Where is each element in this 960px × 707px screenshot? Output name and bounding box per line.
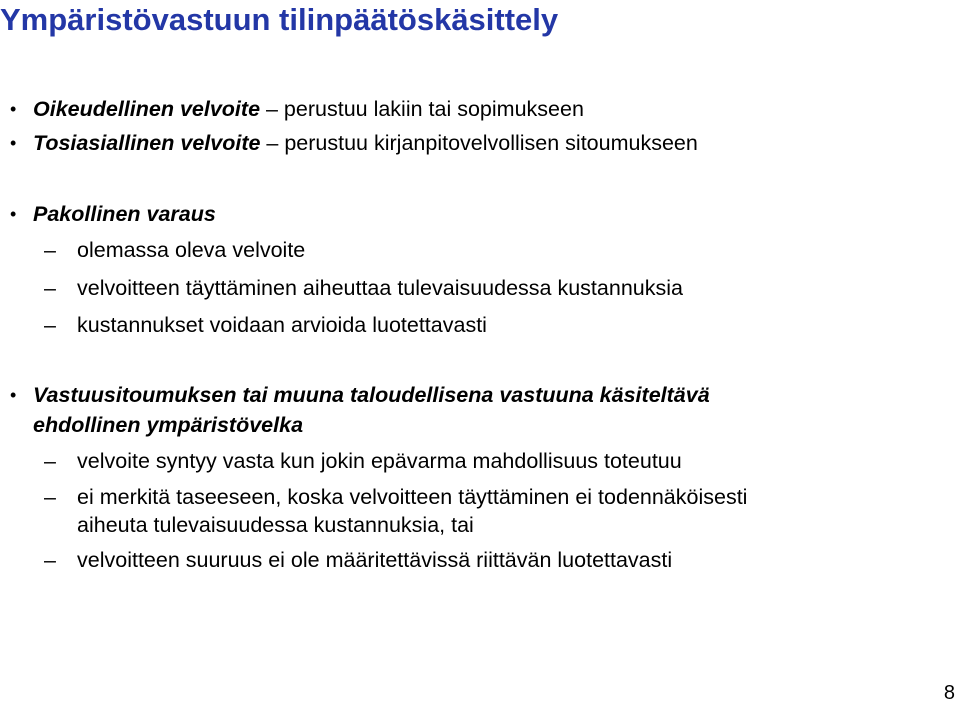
sub-item (44, 313, 487, 337)
sub-item-text: velvoitteen täyttäminen aiheuttaa tulevaisuudessa kustannuksia (77, 276, 683, 300)
dash-icon: – (44, 313, 56, 337)
sub-item (44, 485, 747, 509)
dash-icon: – (44, 449, 56, 473)
bullet-icon: • (10, 204, 17, 224)
bullet-constructive-obligation (10, 131, 698, 155)
bullet-term: Pakollinen varaus (33, 202, 216, 226)
sub-item (44, 276, 683, 300)
bullet-contingent-liability (10, 383, 710, 407)
sub-item-text: ei merkitä taseeseen, koska velvoitteen täyttäminen ei todennäköisesti (77, 485, 748, 509)
sub-item (44, 449, 682, 473)
dash-icon: – (44, 276, 56, 300)
bullet-term-continuation: ehdollinen ympäristövelka (33, 413, 304, 437)
bullet-icon: • (10, 99, 17, 119)
bullet-icon: • (10, 385, 17, 405)
bullet-icon: • (10, 133, 17, 153)
sub-item-text: kustannukset voidaan arvioida luotettavasti (77, 313, 487, 337)
sub-item (44, 548, 672, 572)
bullet-mandatory-provision (10, 202, 216, 226)
sub-item-continuation: aiheuta tulevaisuudessa kustannuksia, tai (77, 513, 474, 537)
dash-icon: – (44, 485, 56, 509)
bullet-continuation (33, 413, 303, 437)
sub-item-text: velvoite syntyy vasta kun jokin epävarma mahdollisuus toteutuu (77, 449, 682, 473)
bullet-legal-obligation (10, 97, 584, 121)
dash-icon: – (44, 238, 56, 262)
sub-item (44, 238, 305, 262)
bullet-term: Oikeudellinen velvoite (33, 97, 261, 121)
page-number: 8 (943, 682, 955, 704)
bullet-term: Vastuusitoumuksen tai muuna taloudellisena vastuuna käsiteltävä (33, 383, 710, 407)
dash-icon: – (44, 548, 56, 572)
bullet-text: – perustuu kirjanpitovelvollisen sitoumukseen (260, 131, 698, 155)
bullet-term: Tosiasiallinen velvoite (33, 131, 261, 155)
sub-item-text: velvoitteen suuruus ei ole määritettävissä riittävän luotettavasti (77, 548, 673, 572)
slide-title: Ympäristövastuun tilinpäätöskäsittely (0, 2, 559, 37)
bullet-text: – perustuu lakiin tai sopimukseen (260, 97, 584, 121)
sub-item-text: olemassa oleva velvoite (77, 238, 306, 262)
